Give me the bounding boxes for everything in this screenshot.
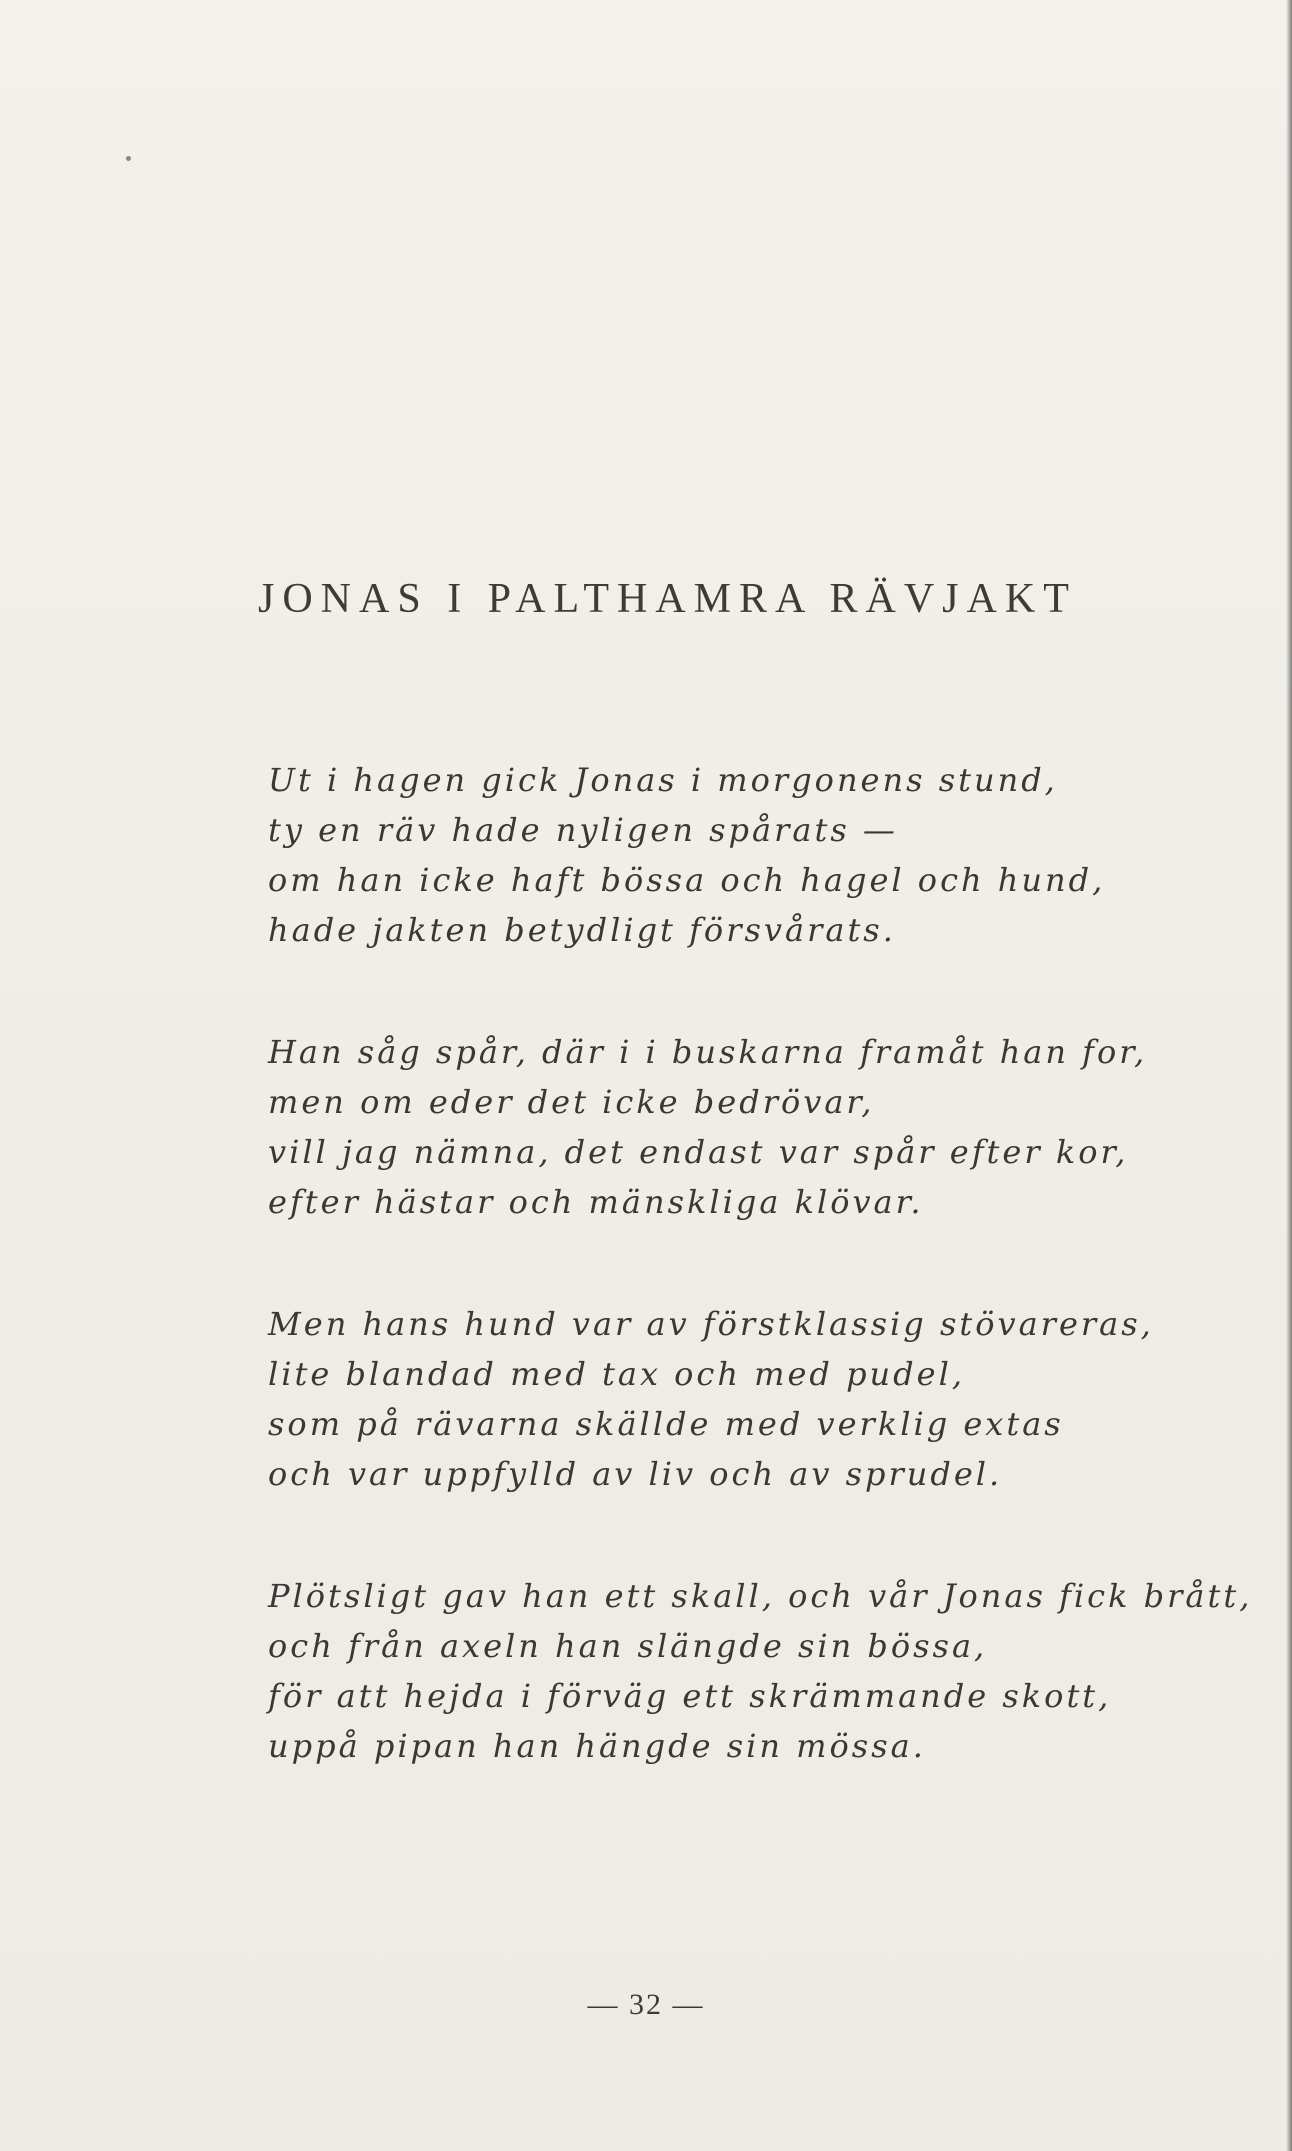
verse-line: och från axeln han slängde sin bössa, (268, 1627, 988, 1665)
verse-line: om han icke haft bössa och hagel och hund, (268, 861, 1106, 899)
verse-line: Han såg spår, där i i buskarna framåt han for, (268, 1033, 1148, 1071)
verse-line: hade jakten betydligt försvårats. (268, 911, 896, 949)
page-edge-shadow (1286, 0, 1292, 2151)
verse-line: men om eder det icke bedrövar, (268, 1083, 875, 1121)
verse-line: ty en räv hade nyligen spårats — (268, 811, 898, 849)
stanza-1 (268, 755, 1248, 955)
verse-line: efter hästar och mänskliga klövar. (268, 1183, 924, 1221)
verse-line: som på rävarna skällde med verklig extas (268, 1405, 1064, 1443)
verse-line: lite blandad med tax och med pudel, (268, 1355, 965, 1393)
page-number: — 32 — (587, 1988, 705, 2021)
stanza-2 (268, 1027, 1248, 1227)
verse-line: Plötsligt gav han ett skall, och vår Jonas fick brått, (268, 1577, 1253, 1615)
verse-line: Ut i hagen gick Jonas i morgonens stund, (268, 761, 1058, 799)
stanza-4 (268, 1571, 1253, 1771)
verse-line: vill jag nämna, det endast var spår efter kor, (268, 1133, 1129, 1171)
ink-speck (126, 156, 131, 161)
verse-line: och var uppfylld av liv och av sprudel. (268, 1455, 1003, 1493)
verse-line: Men hans hund var av förstklassig stövareras, (268, 1305, 1154, 1343)
stanza-3 (268, 1299, 1248, 1499)
poem-title: JONAS I PALTHAMRA RÄVJAKT (258, 576, 1077, 622)
poem-body (268, 755, 1253, 1843)
verse-line: uppå pipan han hängde sin mössa. (268, 1727, 926, 1765)
verse-line: för att hejda i förväg ett skrämmande skott, (268, 1677, 1112, 1715)
